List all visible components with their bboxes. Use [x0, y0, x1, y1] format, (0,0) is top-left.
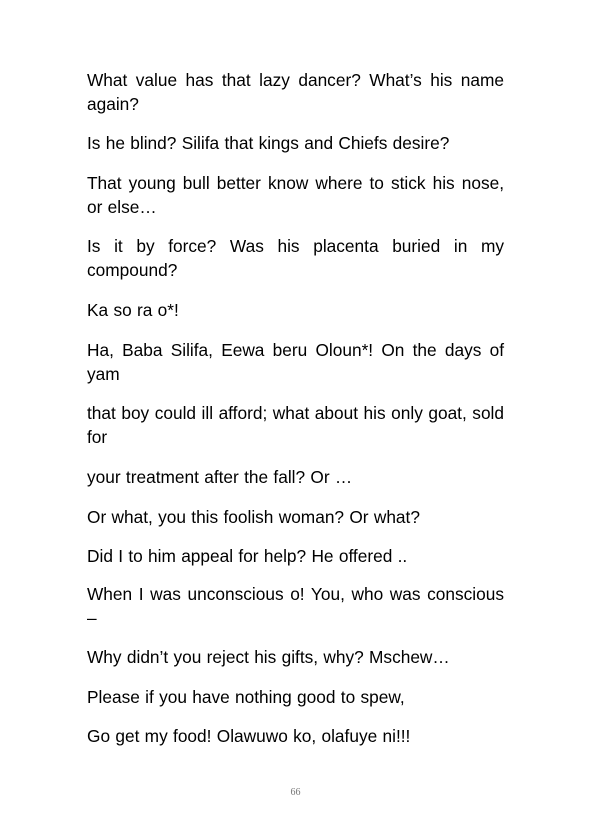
verse-line: Please if you have nothing good to spew,: [87, 687, 405, 707]
verse-line: that boy could ill afford; what about his only goat, sold for: [87, 403, 504, 447]
verse-line: Go get my food! Olawuwo ko, olafuye ni!!!: [87, 726, 411, 746]
verse-line: That young bull better know where to stick his nose, or else…: [87, 173, 504, 217]
verse-line: your treatment after the fall? Or …: [87, 467, 353, 487]
verse-line: When I was unconscious o! You, who was conscious –: [87, 584, 504, 628]
verse-line: Ka so ra o*!: [87, 300, 179, 320]
verse-line: What value has that lazy dancer? What’s his name again?: [87, 70, 504, 114]
verse-line: Or what, you this foolish woman? Or what?: [87, 507, 420, 527]
verse-line: Is he blind? Silifa that kings and Chiefs desire?: [87, 133, 450, 153]
verse-line: Ha, Baba Silifa, Eewa beru Oloun*! On the days of yam: [87, 340, 504, 384]
verse-line: Did I to him appeal for help? He offered ..: [87, 546, 408, 566]
verse-line: Is it by force? Was his placenta buried in my compound?: [87, 236, 504, 280]
page-number: 66: [290, 787, 301, 798]
verse-line: Why didn’t you reject his gifts, why? Mschew…: [87, 647, 450, 667]
